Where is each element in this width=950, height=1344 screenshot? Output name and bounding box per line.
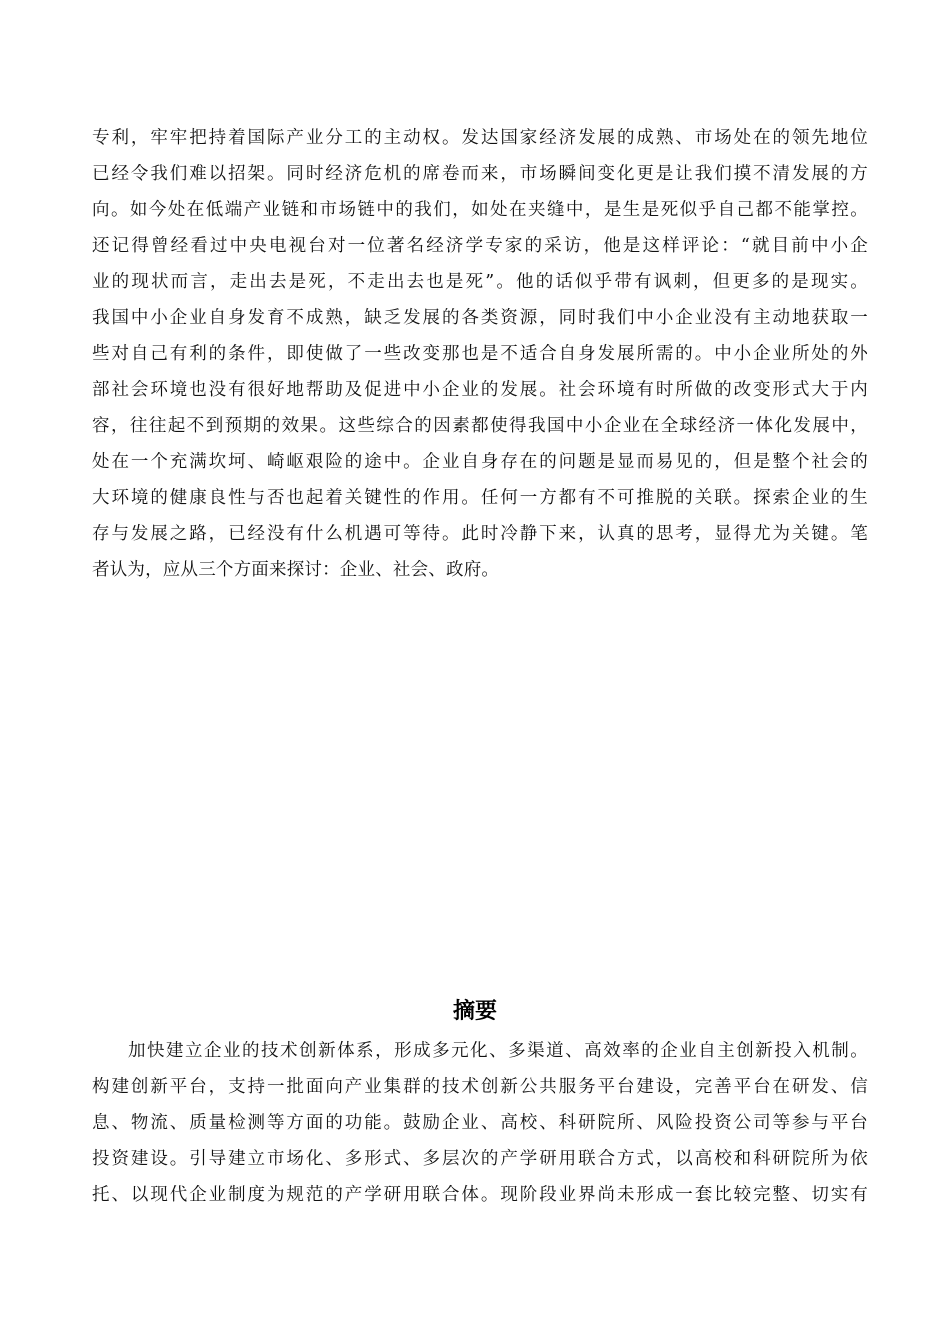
intro-paragraph bbox=[92, 120, 868, 588]
abstract-line: 构建创新平台，支持一批面向产业集群的技术创新公共服务平台建设，完善平台在研发、信 bbox=[92, 1077, 868, 1097]
intro-line: 大环境的健康良性与否也起着关键性的作用。任何一方都有不可推脱的关联。探索企业的生 bbox=[92, 488, 868, 508]
intro-line: 处在一个充满坎坷、崎岖艰险的途中。企业自身存在的问题是显而易见的，但是整个社会的 bbox=[92, 452, 868, 472]
abstract-line: 投资建设。引导建立市场化、多形式、多层次的产学研用联合方式，以高校和科研院所为依 bbox=[92, 1149, 868, 1169]
intro-line: 者认为，应从三个方面来探讨：企业、社会、政府。 bbox=[92, 560, 500, 580]
abstract-line: 加快建立企业的技术创新体系，形成多元化、多渠道、高效率的企业自主创新投入机制。 bbox=[128, 1041, 868, 1061]
abstract-paragraph bbox=[92, 1033, 868, 1213]
intro-line: 我国中小企业自身发育不成熟，缺乏发展的各类资源，同时我们中小企业没有主动地获取一 bbox=[92, 308, 868, 328]
intro-line: 向。如今处在低端产业链和市场链中的我们，如处在夹缝中，是生是死似乎自己都不能掌控。 bbox=[92, 200, 868, 220]
intro-line: 些对自己有利的条件，即使做了一些改变那也是不适合自身发展所需的。中小企业所处的外 bbox=[92, 344, 868, 364]
intro-line: 还记得曾经看过中央电视台对一位著名经济学专家的采访，他是这样评论：“就目前中小企 bbox=[92, 236, 868, 256]
abstract-line: 托、以现代企业制度为规范的产学研用联合体。现阶段业界尚未形成一套比较完整、切实有 bbox=[92, 1185, 868, 1205]
abstract-line: 息、物流、质量检测等方面的功能。鼓励企业、高校、科研院所、风险投资公司等参与平台 bbox=[92, 1113, 868, 1133]
intro-line: 已经令我们难以招架。同时经济危机的席卷而来，市场瞬间变化更是让我们摸不清发展的方 bbox=[92, 164, 868, 184]
intro-line: 存与发展之路，已经没有什么机遇可等待。此时冷静下来，认真的思考，显得尤为关键。笔 bbox=[92, 524, 868, 544]
intro-line: 容，往往起不到预期的效果。这些综合的因素都使得我国中小企业在全球经济一体化发展中， bbox=[92, 416, 868, 436]
abstract-heading: 摘要 bbox=[452, 999, 497, 1024]
intro-line: 部社会环境也没有很好地帮助及促进中小企业的发展。社会环境有时所做的改变形式大于内 bbox=[92, 380, 868, 400]
intro-line: 专利，牢牢把持着国际产业分工的主动权。发达国家经济发展的成熟、市场处在的领先地位 bbox=[92, 128, 868, 148]
intro-line: 业的现状而言，走出去是死，不走出去也是死”。他的话似乎带有讽刺，但更多的是现实。 bbox=[92, 272, 868, 292]
